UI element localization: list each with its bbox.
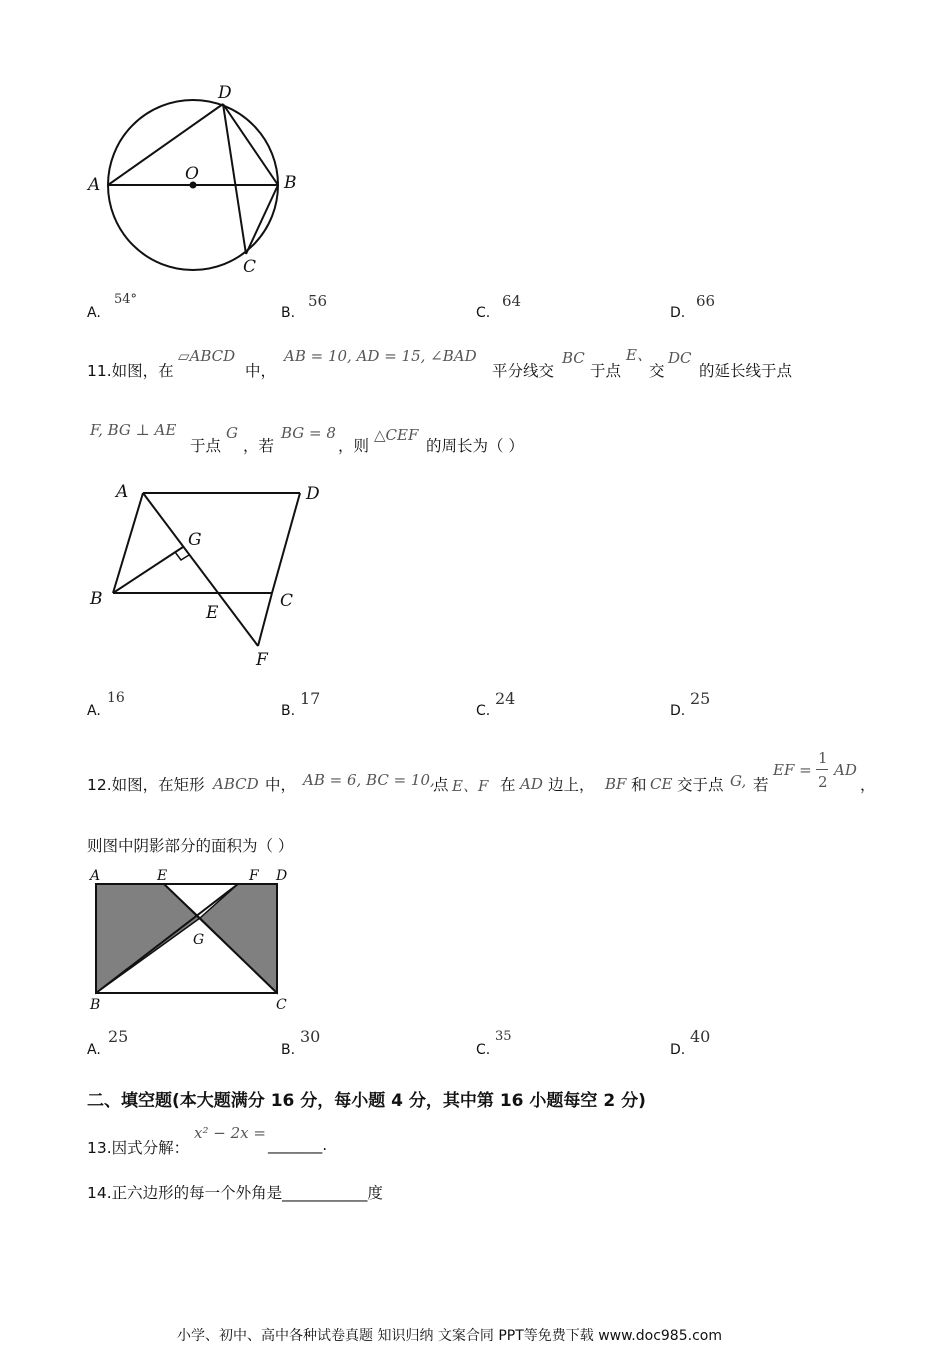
segment-ad: [108, 104, 223, 185]
segment-af: [143, 493, 258, 646]
q12-ce: CE: [650, 775, 673, 793]
q12-bf: BF: [605, 775, 627, 793]
q12-option-a-letter: A.: [87, 1042, 101, 1058]
q12-zai: 在: [500, 776, 516, 794]
q12-dian: 点: [433, 776, 449, 794]
q12-ef-eq: EF =: [773, 761, 812, 779]
q12-ad2: AD: [834, 761, 857, 779]
label-a: A: [90, 868, 101, 884]
label-e: E: [157, 868, 168, 884]
q13-blank: _______.: [268, 1136, 328, 1154]
q11-jiao: 交: [649, 362, 665, 380]
q12-option-c-letter: C.: [476, 1042, 491, 1058]
q12-zhong: 中，: [265, 776, 297, 794]
label-g: G: [188, 530, 202, 550]
label-d: D: [276, 868, 288, 884]
q11-end: 的周长为（ ）: [426, 437, 524, 455]
q12-g: G,: [730, 772, 747, 790]
q10-option-b-letter: B.: [281, 305, 296, 321]
section-2-title: 二、填空题(本大题满分 16 分，每小题 4 分，其中第 16 小题每空 2 分): [87, 1091, 646, 1111]
q11-bisect: 平分线交: [492, 362, 555, 380]
q11-option-d-letter: D.: [670, 703, 686, 719]
q13-prefix: 13.因式分解：: [87, 1139, 190, 1157]
segment-cf: [258, 593, 272, 646]
q12-ef: E、F: [452, 777, 489, 795]
label-b: B: [284, 173, 297, 193]
label-e: E: [206, 603, 219, 623]
q11-dc: DC: [668, 349, 692, 367]
q12-abcd: ABCD: [213, 775, 259, 793]
q12-bian: 边上，: [548, 776, 595, 794]
q12-frac-num: 1: [818, 749, 828, 767]
q10-option-a-value: 54°: [114, 292, 138, 307]
label-f: F: [256, 650, 268, 670]
q11-zhong: 中，: [245, 362, 277, 380]
q11-e: E、: [626, 346, 652, 364]
q10-option-a-letter: A.: [87, 305, 101, 321]
q11-parallelogram: ▱ABCD: [178, 347, 236, 365]
q11-cef: △CEF: [374, 426, 419, 444]
q12-prefix: 12.如图，在矩形: [87, 776, 205, 794]
q11-option-a-value: 16: [107, 690, 125, 706]
label-b: B: [90, 997, 101, 1013]
q10-option-d-value: 66: [696, 292, 716, 310]
circle-figure: [80, 78, 310, 278]
q11-line2-math: F, BG ⊥ AE: [90, 421, 177, 439]
q12-comma: ，: [860, 776, 876, 794]
label-f: F: [249, 868, 259, 884]
segment-ab: [113, 493, 143, 593]
label-a: A: [116, 482, 129, 502]
q11-bc: BC: [562, 349, 585, 367]
q14-text: 14.正六边形的每一个外角是___________度: [87, 1184, 383, 1202]
label-c: C: [243, 257, 257, 277]
q11-option-c-value: 24: [495, 689, 516, 708]
label-a: A: [88, 175, 101, 195]
q12-ruo: 若: [753, 776, 769, 794]
q11-g: G: [226, 424, 238, 442]
label-d: D: [306, 484, 320, 504]
segment-dc: [223, 104, 246, 254]
q12-option-b-value: 30: [300, 1027, 321, 1046]
label-d: D: [218, 83, 232, 103]
segment-db: [223, 104, 278, 185]
q11-ext: 的延长线于点: [699, 362, 793, 380]
label-c: C: [280, 591, 294, 611]
segment-dc: [272, 493, 300, 593]
q12-frac-bar: [816, 769, 828, 770]
q12-he: 和: [631, 776, 647, 794]
q11-option-d-value: 25: [690, 689, 711, 708]
label-g: G: [193, 932, 205, 948]
q10-option-c-value: 64: [502, 292, 522, 310]
q11-option-c-letter: C.: [476, 703, 491, 719]
q11-prefix: 11.如图，在: [87, 362, 174, 380]
q11-ruo: ，若: [243, 437, 275, 455]
shaded-triangle-left: [96, 884, 200, 993]
rectangle-figure: [86, 864, 296, 1014]
parallelogram-figure: [80, 476, 340, 676]
q12-frac-den: 2: [818, 773, 828, 791]
q12-ad: AD: [520, 775, 543, 793]
q12-option-c-value: 35: [495, 1029, 512, 1044]
right-angle-mark: [175, 552, 189, 560]
q11-ze: ，则: [338, 437, 370, 455]
q11-bg: BG = 8: [281, 424, 336, 442]
q11-option-a-letter: A.: [87, 703, 101, 719]
q10-option-d-letter: D.: [670, 305, 686, 321]
segment-bc: [246, 185, 278, 254]
q11-given: AB = 10, AD = 15, ∠BAD: [284, 347, 477, 365]
q10-option-b-value: 56: [308, 292, 328, 310]
q11-yudian: 于点: [590, 362, 622, 380]
label-b: B: [90, 589, 103, 609]
q11-option-b-letter: B.: [281, 703, 296, 719]
q12-option-d-letter: D.: [670, 1042, 686, 1058]
q13-math: x² − 2x =: [194, 1124, 266, 1142]
q11-option-b-value: 17: [300, 689, 321, 708]
q12-option-d-value: 40: [690, 1027, 711, 1046]
q12-option-a-value: 25: [108, 1027, 129, 1046]
q12-given: AB = 6, BC = 10,: [303, 771, 435, 789]
label-o: O: [185, 164, 199, 184]
q12-line2: 则图中阴影部分的面积为（ ）: [87, 837, 294, 855]
q12-jiaoyu: 交于点: [677, 776, 724, 794]
q10-option-c-letter: C.: [476, 305, 491, 321]
q11-yudian2: 于点: [190, 437, 222, 455]
label-c: C: [276, 997, 287, 1013]
shaded-triangle-right: [200, 884, 277, 993]
footer-ad-text: 小学、初中、高中各种试卷真题 知识归纳 文案合同 PPT等免费下载 www.doc985.com: [177, 1328, 722, 1344]
segment-bg: [113, 547, 183, 593]
q12-option-b-letter: B.: [281, 1042, 296, 1058]
